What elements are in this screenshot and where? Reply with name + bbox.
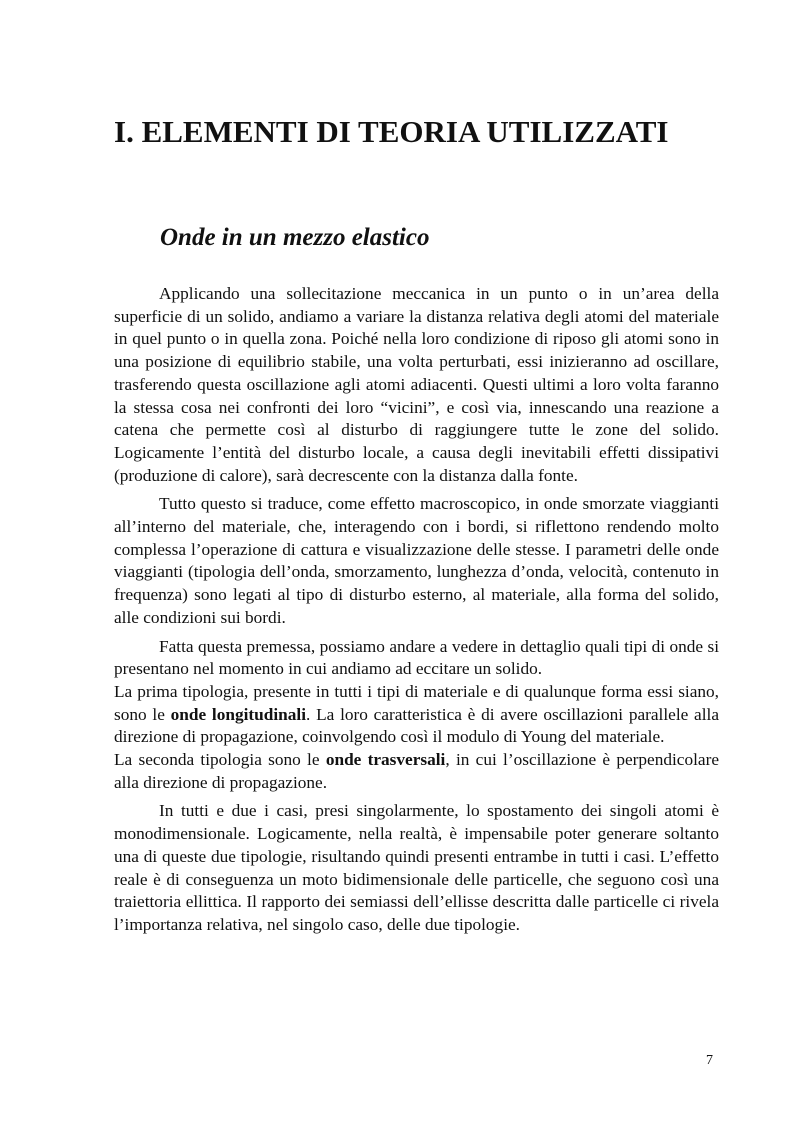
longitudinal-after: . La loro caratteristica è di avere oscillazioni parallele alla direzione di propagazione, coinvolgendo così il modulo di Young del materiale.: [114, 704, 719, 747]
paragraph-wave-types: [114, 636, 719, 795]
paragraph-intro-stress: Applicando una sollecitazione meccanica in un punto o in un’area della superficie di un solido, andiamo a variare la distanza relativa degli atomi del materiale in quel punto o in quella zona. Poiché nella loro condizione di riposo gli atomi sono in una posizione di equilibrio stabile, una volta perturbati, essi inizieranno ad oscillare, trasferendo questa oscillazione agli atomi adiacenti. Questi ultimi a loro volta faranno la stessa cosa nei confronti dei loro “vicini”, e così via, innescando una reazione a catena che permette così al disturbo di raggiungere tutte le zone del solido. Logicamente l’entità del disturbo locale, a causa degli inevitabili effetti dissipativi (produzione di calore), sarà decrescente con la distanza dalla fonte.: [114, 284, 719, 485]
paragraph-damped-waves: Tutto questo si traduce, come effetto macroscopico, in onde smorzate viaggianti all’interno del materiale, che, interagendo con i bordi, si riflettono rendendo molto complessa l’operazione di cattura e visualizzazione delle stesse. I parametri delle onde viaggianti (tipologia dell’onda, smorzamento, lunghezza d’onda, velocità, contenuto in frequenza) sono legati al tipo di disturbo esterno, al materiale, alla forma del solido, alle condizioni sui bordi.: [114, 494, 719, 627]
longitudinal-term: onde longitudinali: [170, 704, 307, 724]
longitudinal-before: La prima tipologia, presente in tutti i tipi di materiale e di qualunque forma essi siano, sono le: [114, 681, 719, 724]
body-text: [114, 283, 719, 943]
chapter-title: I. ELEMENTI DI TEORIA UTILIZZATI: [114, 114, 669, 149]
transverse-before: La seconda tipologia sono le: [114, 750, 320, 770]
page-number: 7: [706, 1053, 713, 1068]
transverse-sentence: [114, 750, 719, 792]
transverse-term: onde trasversali: [325, 750, 446, 770]
section-title: Onde in un mezzo elastico: [160, 224, 430, 251]
wave-types-intro: Fatta questa premessa, possiamo andare a vedere in dettaglio quali tipi di onde si presentano nel momento in cui andiamo ad eccitare un solido.: [114, 636, 719, 679]
paragraph-elliptic-motion: In tutti e due i casi, presi singolarmente, lo spostamento dei singoli atomi è monodimensionale. Logicamente, nella realtà, è impensabile poter generare soltanto una di queste due tipologie, risultando quindi presenti entrambe in tutti i casi. L’effetto reale è di conseguenza un moto bidimensionale delle particelle, che seguono così una traiettoria ellittica. Il rapporto dei semiassi dell’ellisse descritta dalle particelle ci rivela l’importanza relativa, nel singolo caso, delle due tipologie.: [114, 801, 719, 934]
transverse-after: , in cui l’oscillazione è perpendicolare alla direzione di propagazione.: [114, 750, 720, 792]
longitudinal-sentence: [114, 682, 719, 746]
